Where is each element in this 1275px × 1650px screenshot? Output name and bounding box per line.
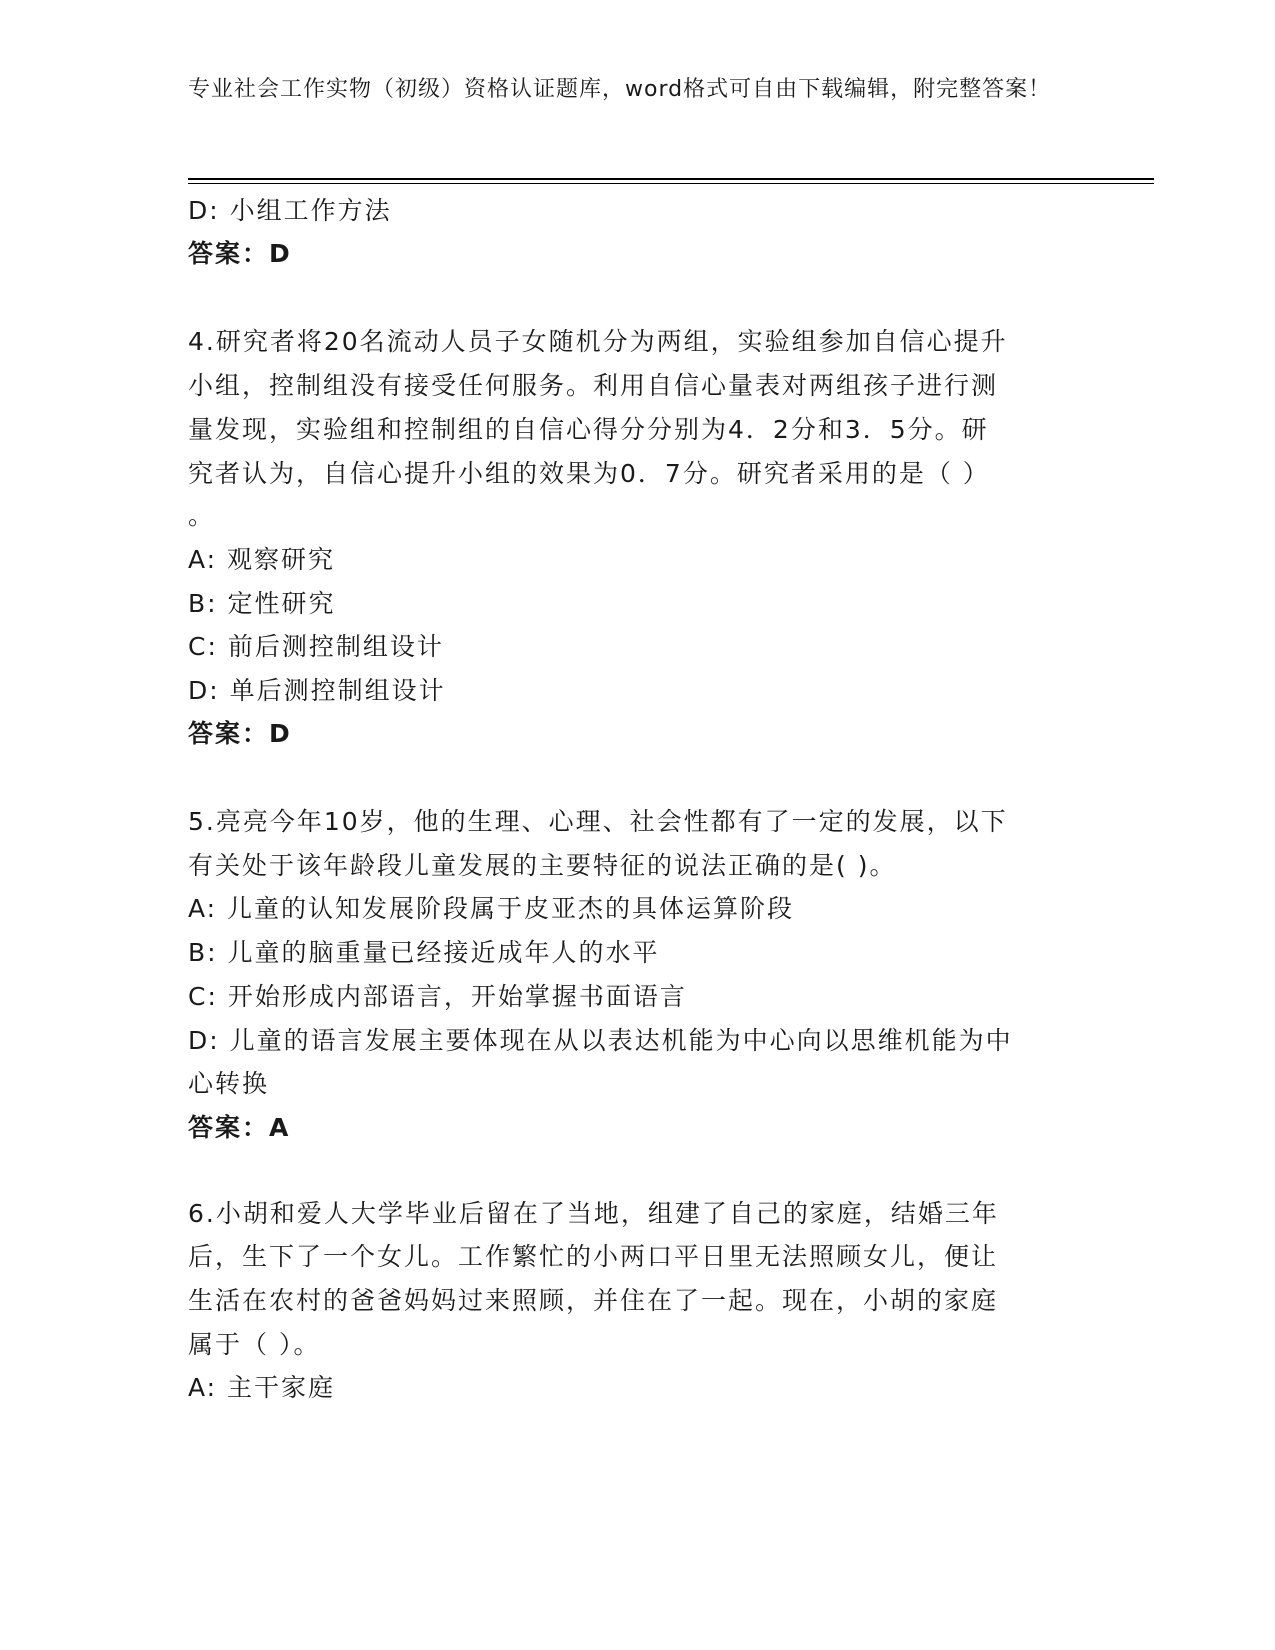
q5-option-d: D: 儿童的语言发展主要体现在从以表达机能为中心向以思维机能为中 — [188, 1026, 1013, 1055]
q3-option-d: D: 小组工作方法 — [188, 196, 392, 225]
q5-stem-line: 5.亮亮今年10岁，他的生理、心理、社会性都有了一定的发展，以下 — [188, 807, 1008, 836]
q4-stem-line: 究者认为，自信心提升小组的效果为0．7分。研究者采用的是（ ） — [188, 459, 990, 488]
q6-option-a: A: 主干家庭 — [188, 1373, 336, 1402]
q5-option-c: C: 开始形成内部语言，开始掌握书面语言 — [188, 982, 687, 1011]
q6-stem-line: 属于（ ）。 — [188, 1330, 321, 1359]
q3-answer: 答案：D — [188, 239, 292, 268]
q6-stem-line: 6.小胡和爱人大学毕业后留在了当地，组建了自己的家庭，结婚三年 — [188, 1199, 999, 1228]
q5-stem-line: 有关处于该年龄段儿童发展的主要特征的说法正确的是( )。 — [188, 851, 897, 880]
q4-stem-line: 4.研究者将20名流动人员子女随机分为两组，实验组参加自信心提升 — [188, 327, 1008, 356]
q6-stem-line: 后，生下了一个女儿。工作繁忙的小两口平日里无法照顾女儿，便让 — [188, 1242, 999, 1271]
q4-option-b: B: 定性研究 — [188, 589, 336, 618]
q4-option-c: C: 前后测控制组设计 — [188, 632, 444, 661]
q5-option-d-cont: 心转换 — [188, 1069, 270, 1098]
header-rule-thick — [188, 178, 1154, 180]
q4-option-d: D: 单后测控制组设计 — [188, 676, 446, 705]
header-rule-thin — [188, 183, 1154, 184]
page-header: 专业社会工作实物（初级）资格认证题库，word格式可自由下载编辑，附完整答案！ — [188, 77, 1052, 102]
q4-option-a: A: 观察研究 — [188, 545, 336, 574]
q5-option-b: B: 儿童的脑重量已经接近成年人的水平 — [188, 938, 660, 967]
q6-stem-line: 生活在农村的爸爸妈妈过来照顾，并住在了一起。现在，小胡的家庭 — [188, 1286, 999, 1315]
q4-stem-line: 。 — [188, 501, 216, 530]
q4-stem-line: 量发现，实验组和控制组的自信心得分分别为4．2分和3．5分。研 — [188, 415, 989, 444]
q5-answer: 答案：A — [188, 1113, 291, 1142]
q4-answer: 答案：D — [188, 719, 292, 748]
q5-option-a: A: 儿童的认知发展阶段属于皮亚杰的具体运算阶段 — [188, 894, 795, 923]
q4-stem-line: 小组，控制组没有接受任何服务。利用自信心量表对两组孩子进行测 — [188, 371, 999, 400]
